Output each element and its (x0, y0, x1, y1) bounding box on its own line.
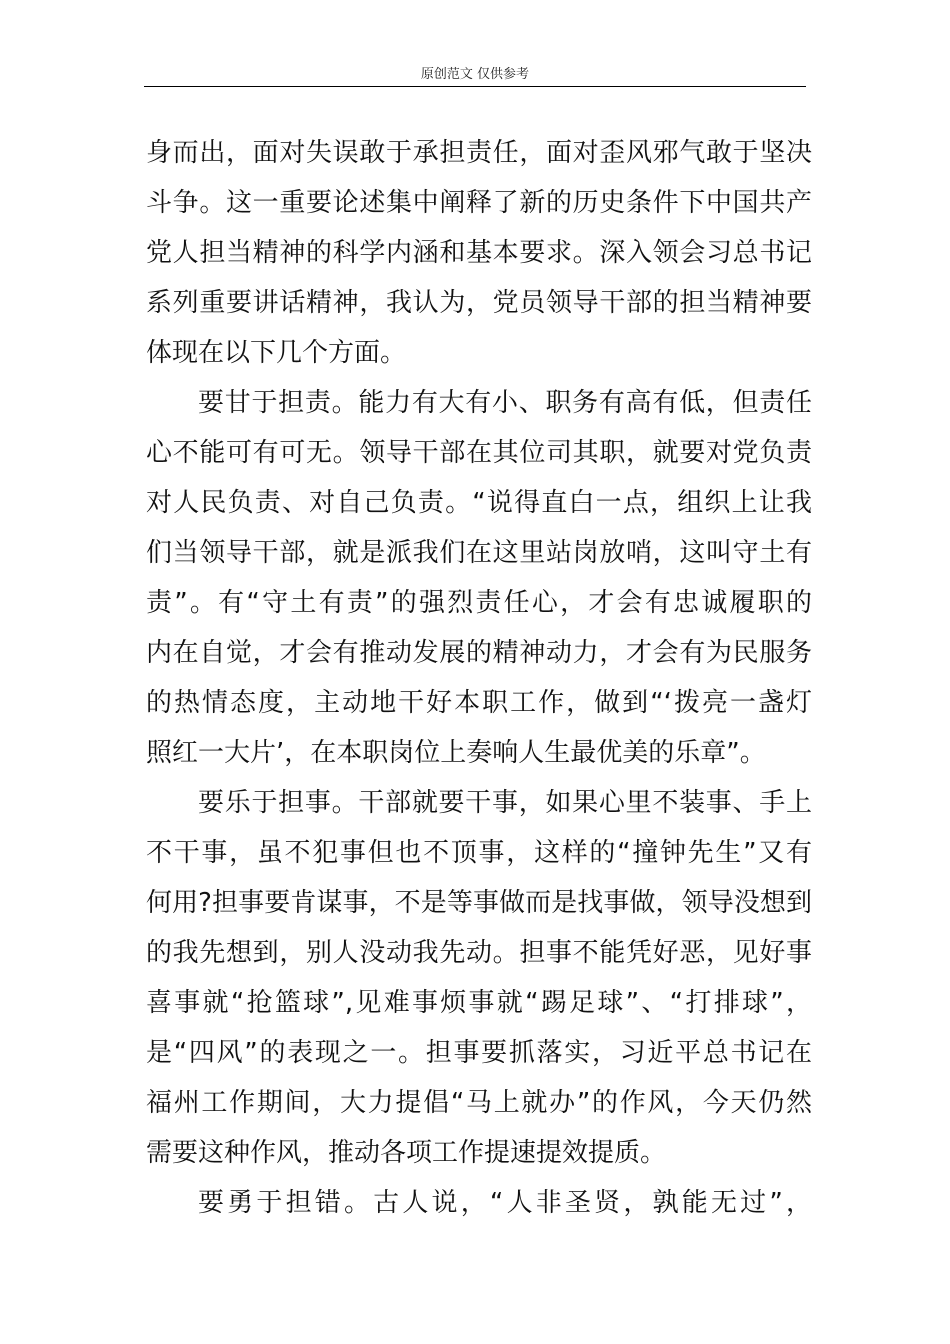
paragraph-first-line: 要乐于担事。干部就要干事，如果心里不装事、手上 (198, 788, 812, 818)
text-line: 们当领导干部，就是派我们在这里站岗放哨，这叫守土有 (146, 538, 812, 568)
text-line: 何用?担事要肯谋事，不是等事做而是找事做，领导没想到 (146, 888, 812, 918)
text-line: 内在自觉，才会有推动发展的精神动力，才会有为民服务 (146, 638, 812, 668)
text-line: 体现在以下几个方面。 (146, 338, 407, 368)
text-line: 的我先想到，别人没动我先动。担事不能凭好恶，见好事 (146, 938, 812, 968)
document-body (146, 128, 812, 1228)
paragraph-first-line: 要勇于担错。古人说，“人非圣贤，孰能无过”， (198, 1188, 812, 1218)
text-line: 不干事，虽不犯事但也不顶事，这样的“撞钟先生”又有 (146, 838, 812, 868)
text-line: 党人担当精神的科学内涵和基本要求。深入领会习总书记 (146, 238, 812, 268)
text-line: 斗争。这一重要论述集中阐释了新的历史条件下中国共产 (146, 188, 812, 218)
text-line: 身而出，面对失误敢于承担责任，面对歪风邪气敢于坚决 (146, 138, 812, 168)
header-text: 原创范文 仅供参考 (420, 67, 530, 82)
text-line: 对人民负责、对自己负责。“说得直白一点，组织上让我 (146, 488, 812, 518)
text-line: 福州工作期间，大力提倡“马上就办”的作风，今天仍然 (146, 1088, 812, 1118)
text-line: 喜事就“抢篮球”,见难事烦事就“踢足球”、“打排球”， (146, 988, 812, 1018)
page-header (144, 64, 806, 87)
text-line: 的热情态度，主动地干好本职工作，做到“‘拨亮一盏灯 (146, 688, 812, 718)
text-line: 系列重要讲话精神，我认为，党员领导干部的担当精神要 (146, 288, 812, 318)
paragraph-first-line: 要甘于担责。能力有大有小、职务有高有低，但责任 (198, 388, 812, 418)
text-line: 需要这种作风，推动各项工作提速提效提质。 (146, 1138, 667, 1168)
text-line: 照红一大片’，在本职岗位上奏响人生最优美的乐章”。 (146, 738, 766, 768)
text-line: 责”。有“守土有责”的强烈责任心，才会有忠诚履职的 (146, 588, 812, 618)
text-line: 是“四风”的表现之一。担事要抓落实，习近平总书记在 (146, 1038, 812, 1068)
text-line: 心不能可有可无。领导干部在其位司其职，就要对党负责 (146, 438, 812, 468)
